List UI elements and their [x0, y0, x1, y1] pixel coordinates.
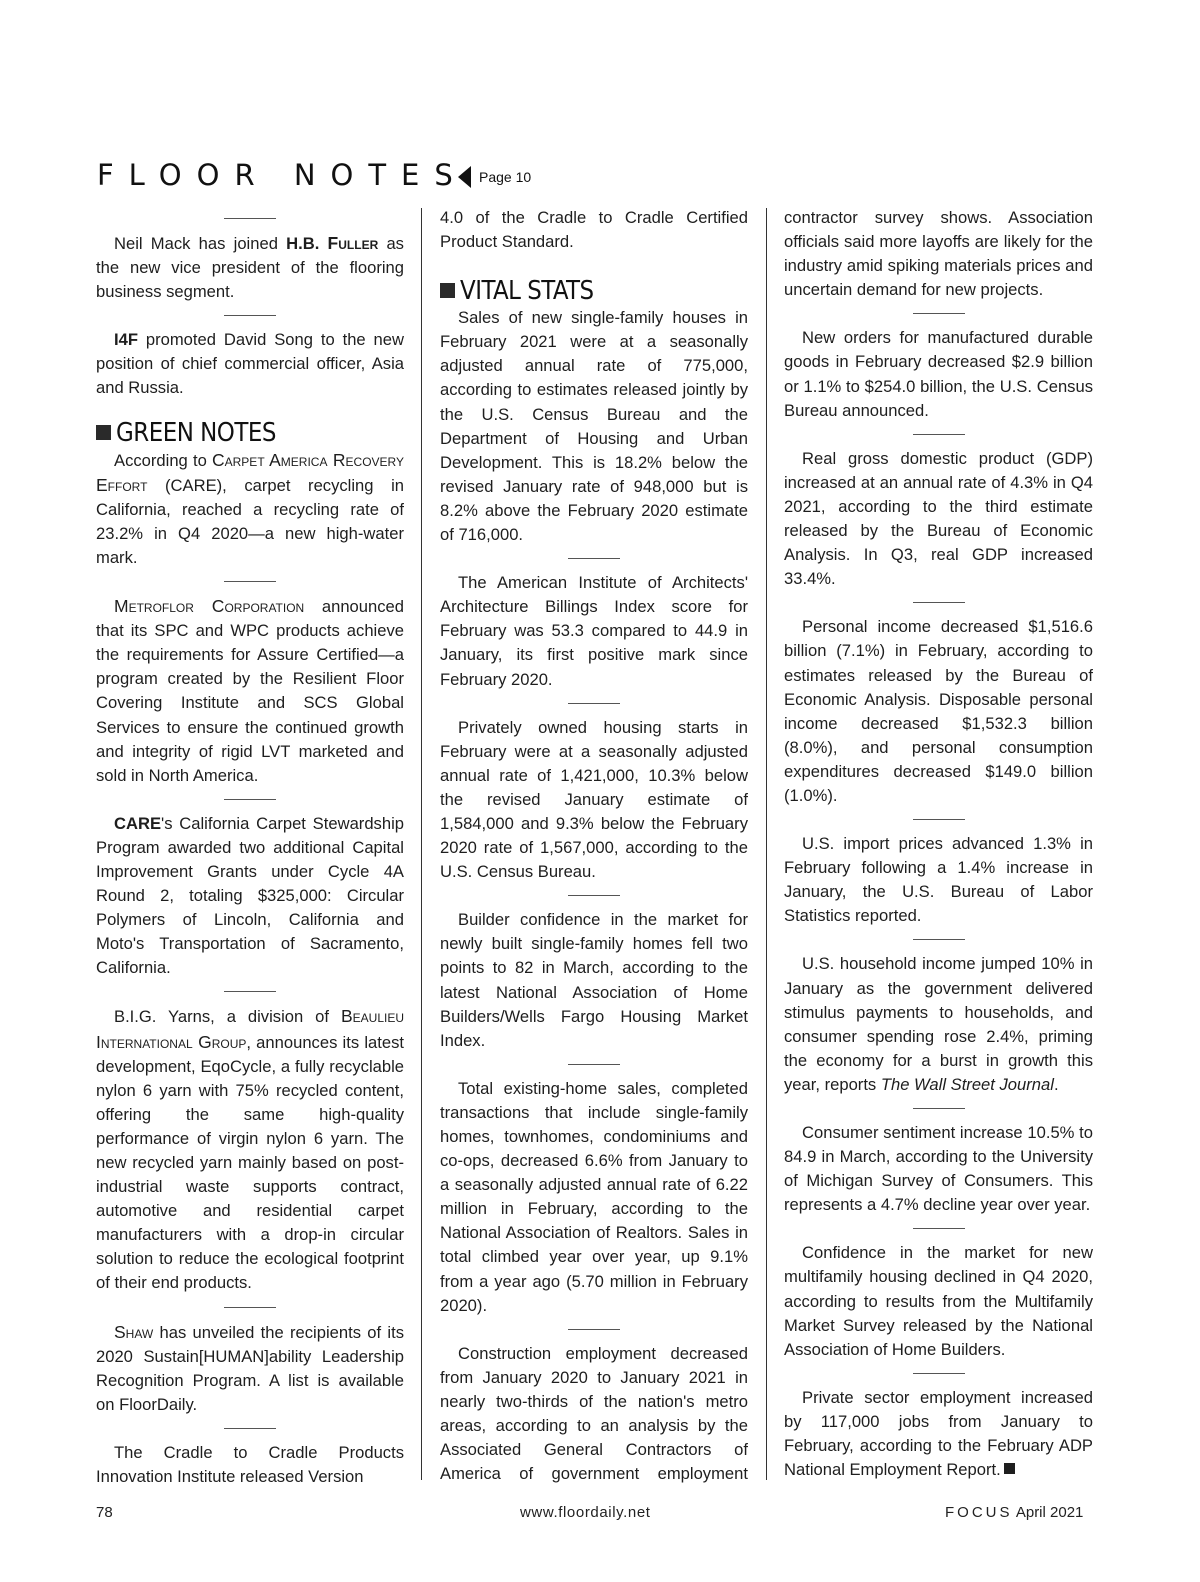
news-item: The Cradle to Cradle Products Innovation Institute released Version [96, 1442, 404, 1486]
square-bullet-icon [440, 283, 455, 298]
section-title: FLOOR NOTES [97, 158, 468, 192]
separator [224, 315, 276, 316]
news-item: B.I.G. Yarns, a division of Beaulieu International Group, announces its latest development, EqoCycle, a fully recyclable nylon 6 yarn with 75% recycled content, offering the same high-quality performance of virgin nylon 6 yarn. The new recycled yarn mainly based on post-industrial waste supports contract, automotive and residential carpet manufacturers with a drop-in circular solution to reduce the ecological footprint of their end products. [96, 1006, 404, 1293]
company-name: Fuller [327, 233, 379, 253]
separator [568, 703, 620, 704]
news-item-continued: 4.0 of the Cradle to Cradle Certified Product Standard. [440, 208, 748, 252]
column-1 [96, 206, 404, 1486]
separator [913, 939, 965, 940]
company-name: Beaulieu International Group [96, 1006, 404, 1052]
separator [568, 1064, 620, 1065]
arrow-left-icon[interactable] [458, 166, 471, 188]
end-mark-icon [1004, 1463, 1015, 1474]
news-item: U.S. household income jumped 10% in January as the government delivered stimulus payments to households, and consumer spending rose 2.4%, priming the economy for a burst in growth this year, reports The Wall Street Journal. [784, 954, 1093, 1094]
company-name: I4F [114, 330, 138, 350]
magazine-name: FOCUS [945, 1504, 1013, 1521]
company-name: Metroflor Corporation [114, 596, 305, 617]
news-item: Personal income decreased $1,516.6 billion (7.1%) in February, according to estimates released by the Bureau of Economic Analysis. Disposable personal income decreased $1,532.3 billion (8.0%), and personal consumption expenditures decreased $149.0 billion (1.0%). [784, 617, 1093, 805]
news-item: New orders for manufactured durable goods in February decreased $2.9 billion or 1.1% to $254.0 billion, the U.S. Census Bureau announced. [784, 328, 1093, 420]
company-name: Shaw [114, 1321, 154, 1342]
separator [224, 1307, 276, 1308]
page-reference-label[interactable]: Page 10 [479, 169, 532, 185]
separator [913, 819, 965, 820]
separator [224, 1428, 276, 1429]
separator [224, 581, 276, 582]
news-item: Confidence in the market for new multifamily housing declined in Q4 2020, according to results from the Multifamily Market Survey released by the National Association of Home Builders. [784, 1243, 1093, 1359]
news-item: Construction employment decreased from January 2020 to January 2021 in nearly two-thirds of the nation's metro areas, according to an analysis by the Associated General Contractors of America of government employment [440, 1343, 748, 1484]
news-item: Neil Mack has joined H.B. Fuller as the new vice president of the flooring business segment. [96, 233, 404, 302]
news-item: Builder confidence in the market for newly built single-family homes fell two points to 82 in March, according to the latest National Association of Home Builders/Wells Fargo Housing Market Index. [440, 910, 748, 1050]
vital-stats-heading: VITAL STATS [440, 277, 748, 305]
column-divider-2 [766, 208, 767, 1480]
issue-date: April 2021 [1015, 1504, 1084, 1521]
column-2 [440, 206, 748, 1486]
news-item: Sales of new single-family houses in February 2021 were at a seasonally adjusted annual rate of 775,000, according to estimates released jointly by the U.S. Census Bureau and the Department of Housing and Urban Development. This is 18.2% below the revised January rate of 948,000 but is 8.2% above the February 2020 estimate of 716,000. [440, 308, 748, 545]
news-item: Metroflor Corporation announced that its SPC and WPC products achieve the requirements for Assure Certified—a program created by the Resilient Floor Covering Institute and SCS Global Services to ensure the continued growth and integrity of rigid LVT marketed and sold in North America. [96, 596, 404, 785]
company-name: H.B. [286, 234, 320, 253]
separator [913, 1108, 965, 1109]
column-3 [784, 206, 1093, 1486]
company-name: Carpet America Recovery Effort [96, 449, 404, 495]
news-item: According to Carpet America Recovery Effort (CARE), carpet recycling in California, reached a recycling rate of 23.2% in Q4 2020—a new high-water mark. [96, 449, 404, 567]
news-item: Privately owned housing starts in February were at a seasonally adjusted annual rate of 1,421,000, 10.3% below the revised January estimate of 1,584,000 and 9.3% below the February 2020 rate of 1,567,000, according to the U.S. Census Bureau. [440, 717, 748, 882]
news-item: U.S. import prices advanced 1.3% in February following a 1.4% increase in January, the U.S. Bureau of Labor Statistics reported. [784, 834, 1093, 926]
page-reference[interactable] [458, 166, 531, 188]
separator [568, 558, 620, 559]
news-item: Consumer sentiment increase 10.5% to 84.9 in March, according to the University of Michigan Survey of Consumers. This represents a 4.7% decline year over year. [784, 1123, 1093, 1215]
news-item: Shaw has unveiled the recipients of its 2020 Sustain[HUMAN]ability Leadership Recognition Program. A list is available on FloorDaily. [96, 1321, 404, 1414]
separator [568, 1329, 620, 1330]
separator [913, 434, 965, 435]
separator [913, 602, 965, 603]
square-bullet-icon [96, 425, 111, 440]
separator [224, 799, 276, 800]
separator [913, 313, 965, 314]
separator [913, 1373, 965, 1374]
separator [568, 895, 620, 896]
green-notes-heading: GREEN NOTES [96, 419, 404, 447]
page-number: 78 [96, 1504, 113, 1521]
magazine-issue [945, 1504, 1083, 1521]
news-item: I4F promoted David Song to the new position of chief commercial officer, Asia and Russia. [96, 330, 404, 398]
news-item: Private sector employment increased by 117,000 jobs from January to February, according to the February ADP National Employment Report. [784, 1387, 1093, 1480]
website-link[interactable]: www.floordaily.net [520, 1504, 651, 1521]
news-item: CARE's California Carpet Stewardship Program awarded two additional Capital Improvement Grants under Cycle 4A Round 2, totaling $325,000: Circular Polymers of Lincoln, California and Moto's Transportation of Sacramento, California. [96, 813, 404, 978]
publication-name: The Wall Street Journal [880, 1074, 1054, 1094]
news-item-continued: contractor survey shows. Association officials said more layoffs are likely for the industry amid spiking materials prices and uncertain demand for new projects. [784, 208, 1093, 300]
separator [224, 991, 276, 992]
news-item: Real gross domestic product (GDP) increased at an annual rate of 4.3% in Q4 2021, according to the third estimate released by the Bureau of Economic Analysis. In Q3, real GDP increased 33.4%. [784, 448, 1093, 589]
news-item: The American Institute of Architects' Architecture Billings Index score for February was 53.3 compared to 44.9 in January, its first positive mark since February 2020. [440, 573, 748, 689]
separator [913, 1228, 965, 1229]
company-name: CARE [114, 813, 162, 833]
column-divider-1 [421, 208, 422, 1480]
separator [224, 218, 276, 219]
news-item: Total existing-home sales, completed transactions that include single-family homes, townhomes, condominiums and co-ops, decreased 6.6% from January to a seasonally adjusted annual rate of 6.22 million in February, according to the National Association of Realtors. Sales in total climbed year over year, up 9.1% from a year ago (5.70 million in February 2020). [440, 1078, 748, 1315]
